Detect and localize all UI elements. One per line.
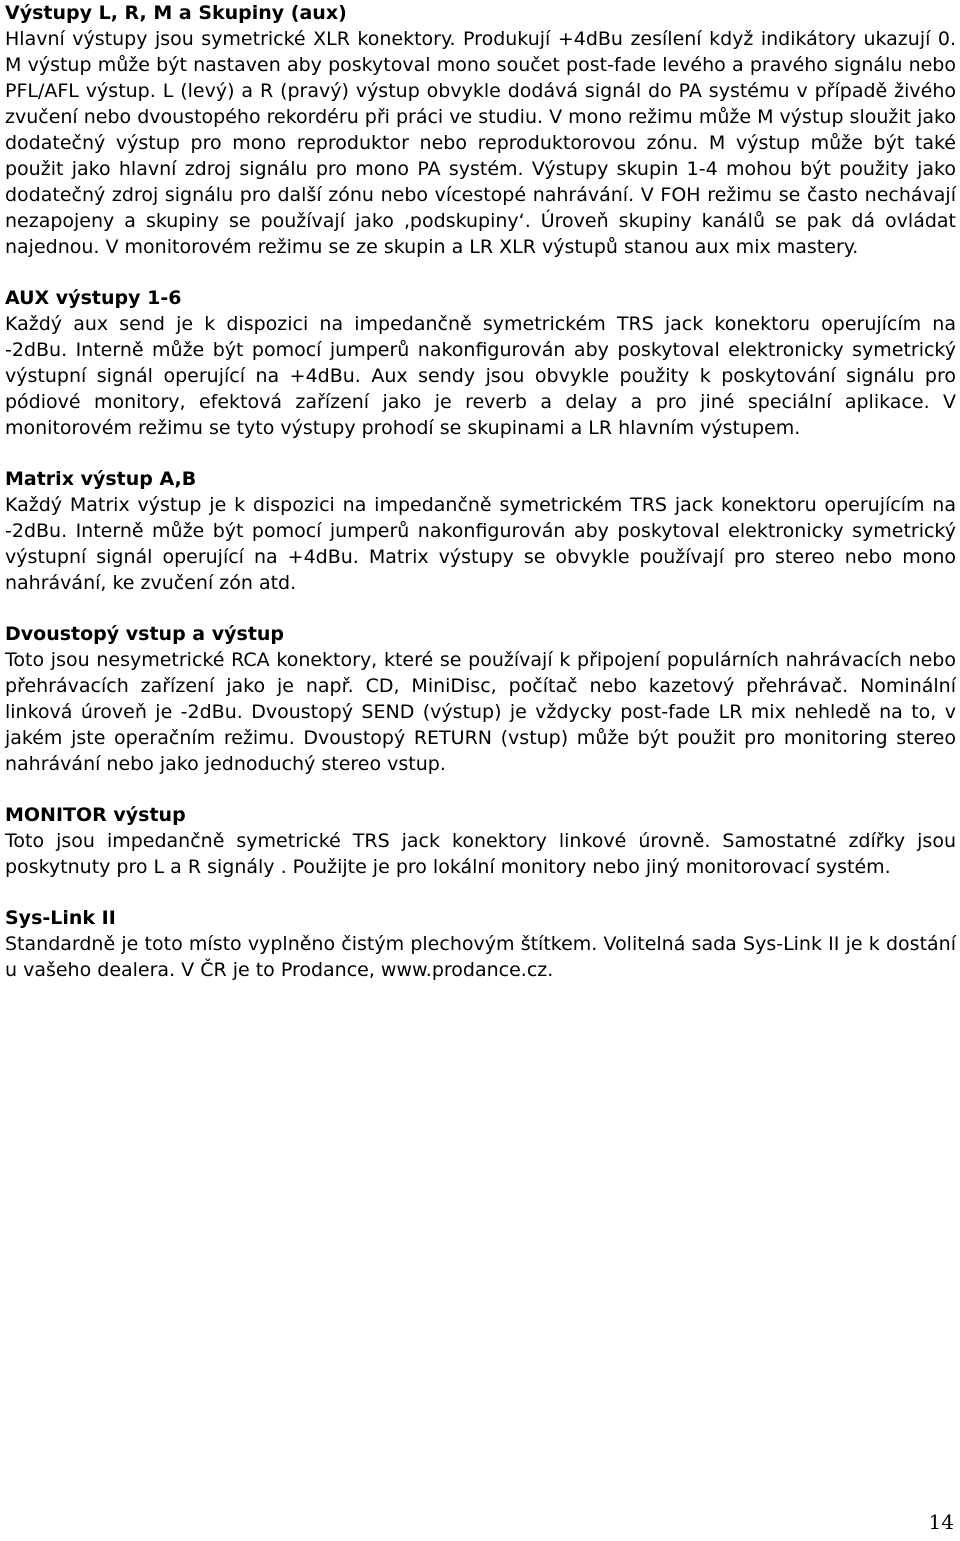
section-body: Toto jsou impedančně symetrické TRS jack konektory linkové úrovně. Samostatné zdířky jsou poskytnuty pro L a R signály . Použijte je pro lokální monitory nebo jiný monitorovací systém. [5, 830, 956, 878]
section-body: Hlavní výstupy jsou symetrické XLR konektory. Produkují +4dBu zesílení když indikátory ukazují 0. M výstup může být nastaven aby poskytoval mono součet post-fade levého a pravého signálu nebo PFL/AFL výstup. L (levý) a R (pravý) výstup obvykle dodává signál do PA systému v případě živého zvučení nebo dvoustopého rekordéru při práci ve studiu. V mono režimu může M výstup sloužit jako dodatečný výstup pro mono reproduktor nebo reproduktorovou zónu. M výstup může být také použit jako hlavní zdroj signálu pro mono PA systém. Výstupy skupin 1-4 mohou být použity jako dodatečný zdroj signálu pro další zónu nebo vícestopé nahrávání. V FOH režimu se často nechávají nezapojeny a skupiny se používají jako ‚podskupiny‘. Úroveň skupiny kanálů se pak dá ovládat najednou. V monitorovém režimu se ze skupin a LR XLR výstupů stanou aux mix mastery. [5, 28, 956, 258]
section-heading: Dvoustopý vstup a výstup [5, 623, 285, 645]
section-monitor-output [5, 802, 956, 880]
section-heading: Výstupy L, R, M a Skupiny (aux) [5, 2, 347, 24]
section-sys-link [5, 905, 956, 983]
section-body: Standardně je toto místo vyplněno čistým plechovým štítkem. Volitelná sada Sys-Link II je k dostání u vašeho dealera. V ČR je to Prodance, www.prodance.cz. [5, 933, 956, 981]
page-number: 14 [928, 1510, 954, 1534]
section-heading: AUX výstupy 1-6 [5, 287, 182, 309]
section-body: Toto jsou nesymetrické RCA konektory, které se používají k připojení populárních nahrávacích nebo přehrávacích zařízení jako je např. CD, MiniDisc, počítač nebo kazetový přehrávač. Nominální linková úroveň je -2dBu. Dvoustopý SEND (výstup) je vždycky post-fade LR mix nehledě na to, v jakém jste operačním režimu. Dvoustopý RETURN (vstup) může být použit pro monitoring stereo nahrávání nebo jako jednoduchý stereo vstup. [5, 649, 956, 775]
section-body: Každý Matrix výstup je k dispozici na impedančně symetrickém TRS jack konektoru operujícím na -2dBu. Interně může být pomocí jumperů nakonfigurován aby poskytoval elektronicky symetrický výstupní signál operující na +4dBu. Matrix výstupy se obvykle používají pro stereo nebo mono nahrávání, ke zvučení zón atd. [5, 494, 956, 594]
document-page [5, 0, 956, 1008]
section-matrix-output [5, 466, 956, 596]
section-aux-outputs [5, 285, 956, 441]
section-heading: Matrix výstup A,B [5, 468, 197, 490]
section-outputs-lrm [5, 0, 956, 260]
section-two-track [5, 621, 956, 777]
section-heading: Sys-Link II [5, 907, 116, 929]
section-heading: MONITOR výstup [5, 804, 186, 826]
section-body: Každý aux send je k dispozici na impedančně symetrickém TRS jack konektoru operujícím na -2dBu. Interně může být pomocí jumperů nakonfigurován aby poskytoval elektronicky symetrický výstupní signál operující na +4dBu. Aux sendy jsou obvykle použity k poskytování signálu pro pódiové monitory, efektová zařízení jako je reverb a delay a pro jiné speciální aplikace. V monitorovém režimu se tyto výstupy prohodí se skupinami a LR hlavním výstupem. [5, 313, 956, 439]
